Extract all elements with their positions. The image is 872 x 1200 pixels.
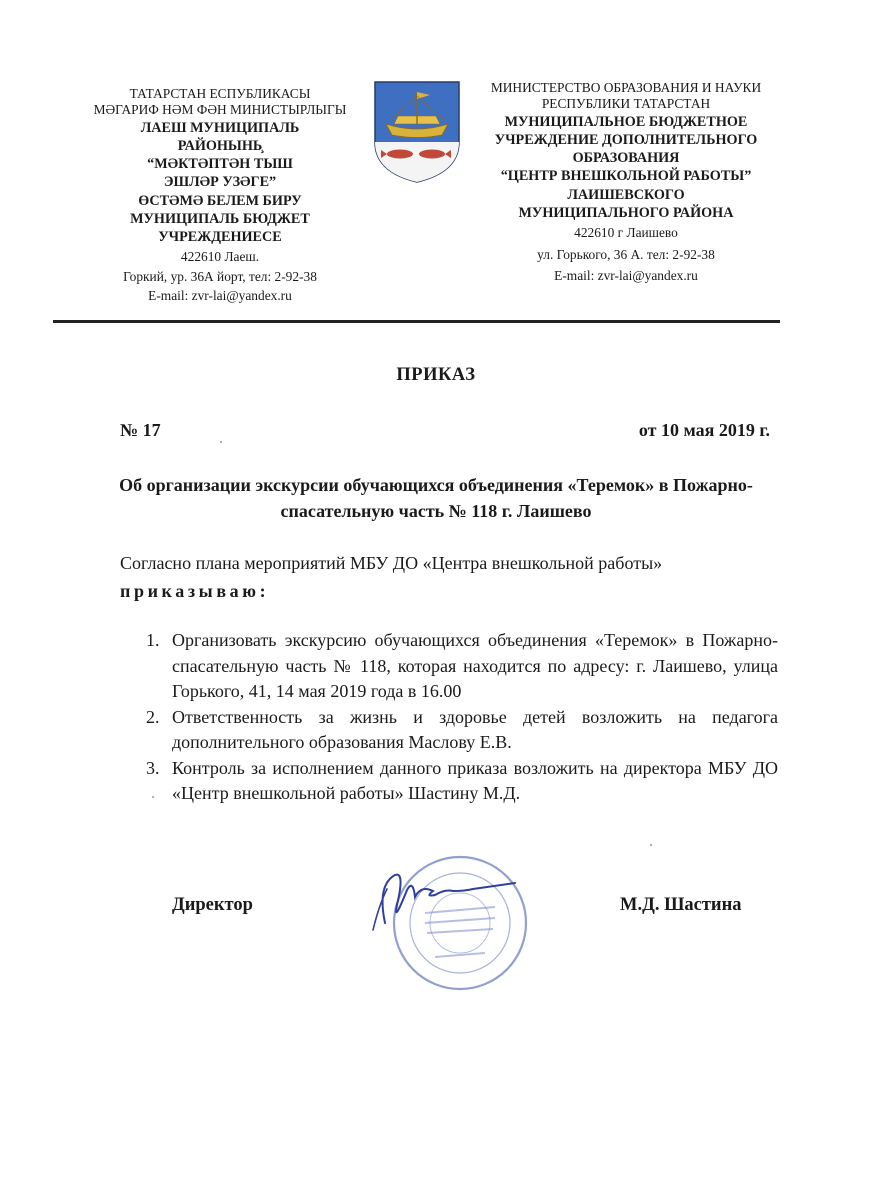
list-item-number: 1. [146, 630, 160, 650]
signatory-name: М.Д. Шастина [620, 895, 742, 915]
list-item-text: Контроль за исполнением данного приказа возложить на директора МБУ ДО «Центр внешкольной работы» Шастину М.Д. [172, 757, 778, 803]
list-item-text: Организовать экскурсию обучающихся объединения «Теремок» в Пожарно-спасательную часть № 118, которая находится по адресу: г. Лаишево, улица Горького, 41, 14 мая 2019 года в 16.00 [172, 630, 778, 701]
header-left-line: 422610 Лаеш. [180, 249, 260, 265]
header-left-line: РАЙОНЫНЬ̧ [177, 138, 263, 155]
list-item [128, 705, 778, 756]
header-right-line: ул. Горького, 36 А. тел: 2-92-38 [537, 247, 715, 263]
header-right-line: МИНИСТЕРСТВО ОБРАЗОВАНИЯ И НАУКИ [490, 80, 762, 95]
header-right-line: ЛАИШЕВСКОГО [567, 186, 685, 203]
list-item [128, 628, 778, 705]
header-left-line: ТАТАРСТАН ЕСПУБЛИКАСЫ [129, 86, 311, 101]
header-right-line: E-mail: zvr-lai@yandex.ru [554, 267, 698, 283]
list-item-text: Ответственность за жизнь и здоровье детей возложить на педагога дополнительного образования Маслову Е.В. [172, 706, 778, 752]
order-number: № 17 [120, 420, 161, 440]
list-item-number: 3. [146, 757, 160, 778]
header-left-block [70, 86, 370, 304]
list-item-number: 2. [146, 706, 160, 727]
header-left-line: “МӘКТӘПТӘН ТЫШ [147, 156, 293, 173]
header-divider [53, 320, 780, 323]
coat-of-arms-emblem [372, 80, 462, 184]
header-left-line: МУНИЦИПАЛЬ БЮДЖЕТ [130, 210, 310, 227]
header-right-line: РЕСПУБЛИКИ ТАТАРСТАН [541, 96, 711, 112]
order-basis: Согласно плана мероприятий МБУ ДО «Центра внешкольной работы» [120, 553, 663, 573]
header-right-line: МУНИЦИПАЛЬНОГО РАЙОНА [518, 204, 734, 221]
order-directive: приказываю: [120, 581, 270, 601]
order-subject: Об организации экскурсии обучающихся объединения «Теремок» в Пожарно-спасательную часть № 118 г. Лаишево [119, 475, 753, 521]
header-left-line: ӨСТӘМӘ БЕЛЕМ БИРУ [138, 192, 302, 209]
header-right-line: МУНИЦИПАЛЬНОЕ БЮДЖЕТНОЕ [504, 113, 748, 130]
order-items-list [128, 628, 778, 807]
header-right-line: “ЦЕНТР ВНЕШКОЛЬНОЙ РАБОТЫ” [500, 168, 752, 185]
header-left-line: УЧРЕЖДЕНИЕСЕ [158, 229, 282, 246]
header-right-block [466, 80, 786, 284]
scan-speck [152, 796, 154, 798]
header-left-line: Горкий, ур. 36А йорт, тел: 2-92-38 [123, 268, 317, 284]
list-item [128, 756, 778, 807]
header-right-line: УЧРЕЖДЕНИЕ ДОПОЛНИТЕЛЬНОГО [494, 132, 758, 149]
header-left-line: ЛАЕШ МУНИЦИПАЛЬ [140, 119, 300, 136]
scan-speck [650, 844, 652, 846]
document-title: ПРИКАЗ [396, 365, 476, 385]
order-date: от 10 мая 2019 г. [638, 420, 770, 440]
header-left-line: ЭШЛӘР УЗӘГЕ” [163, 174, 277, 191]
header-left-line: МӘГАРИФ НӘМ ФӘН МИНИСТЫРЛЫГЫ [93, 102, 347, 118]
header-right-line: 422610 г Лаишево [574, 225, 678, 241]
signatory-position: Директор [172, 895, 253, 915]
header-right-line: ОБРАЗОВАНИЯ [572, 150, 680, 167]
official-stamp-seal [355, 845, 545, 995]
scan-speck [220, 441, 222, 443]
header-left-line: E-mail: zvr-lai@yandex.ru [148, 288, 292, 304]
